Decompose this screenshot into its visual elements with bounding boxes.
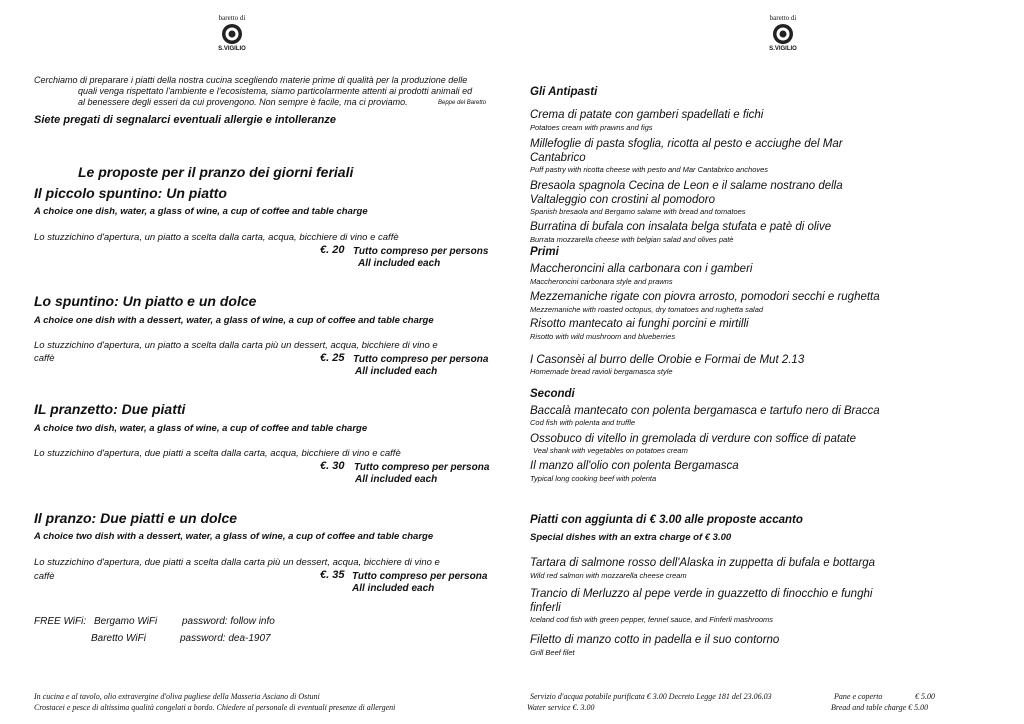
dish-english: Homemade bread ravioli bergamasca style [530, 367, 673, 376]
intro-line-2: quali venga rispettato l'ambiente e l'ecosistema, siamo particolarmente attenti ai prodotti animali ed [78, 86, 473, 96]
offer-price-note: Tutto compreso per persona [354, 462, 490, 473]
dish-name: Baccalà mantecato con polenta bergamasca e tartufo nero di Bracca [530, 405, 880, 417]
offer-each: All included each [352, 583, 435, 594]
lunch-heading: Le proposte per il pranzo dei giorni feriali [78, 164, 354, 180]
dish-english: Burrata mozzarella cheese with belgian salad and olives patè [530, 235, 734, 244]
dish-name-cont: Cantabrico [530, 152, 586, 164]
dish-name: Il manzo all'olio con polenta Bergamasca [530, 460, 739, 472]
logo-bottom-text: S.VIGILIO [769, 46, 797, 52]
dish-english: Iceland cod fish with green pepper, fennel sauce, and Finferli mashrooms [530, 615, 774, 624]
offer-desc: Lo stuzzichino d'apertura, un piatto a scelta dalla carta più un dessert, acqua, bicchiere di vino e [34, 340, 438, 351]
dish-english: Risotto with wild mushroom and blueberries [530, 332, 676, 341]
footer-water-en: Water service €. 3.00 [527, 703, 595, 712]
offer-desc-cont: caffè [34, 353, 55, 364]
dish-name-cont: finferli [530, 602, 561, 614]
dish-english: Puff pastry with ricotta cheese with pesto and Mar Cantabrico anchoves [530, 165, 769, 174]
dish-english: Veal shank with vegetables on potatoes cream [533, 446, 688, 455]
footer-cover-it: Pane e coperto [834, 692, 883, 701]
footer-cover-en: Bread and table charge € 5.00 [831, 703, 929, 712]
lion-emblem-icon [771, 23, 795, 45]
dish-name: Risotto mantecato ai funghi porcini e mirtilli [530, 318, 749, 330]
wifi-network-2: Baretto WiFi [91, 633, 146, 644]
logo-top-text: baretto di [769, 14, 797, 22]
dish-english: Maccheroncini carbonara style and prawns [530, 277, 673, 286]
footer-cover-price: € 5.00 [915, 692, 935, 701]
logo-right [763, 14, 803, 53]
antipasti-title: Gli Antipasti [530, 86, 598, 98]
dish-name: I Casonsèi al burro delle Orobie e Formai de Mut 2.13 [530, 354, 805, 366]
offer-price-note: Tutto compreso per persona [352, 571, 488, 582]
dish-name-cont: Valtaleggio con crostini al pomodoro [530, 194, 715, 206]
offer-price: €. 20 [320, 244, 345, 256]
dish-english: Wild red salmon with mozzarella cheese cream [530, 571, 687, 580]
footer-water-it: Servizio d'acqua potabile purificata € 3.00 Decreto Legge 181 del 23.06.03 [530, 692, 772, 701]
offer-price-note: Tutto compreso per persons [353, 246, 489, 257]
dish-name: Filetto di manzo cotto in padella e il suo contorno [530, 634, 780, 646]
offer-each: All included each [355, 366, 438, 377]
offer-price-note: Tutto compreso per persona [353, 354, 489, 365]
wifi-label: FREE WiFi: [34, 616, 87, 627]
logo-bottom-text: S.VIGILIO [218, 46, 246, 52]
primi-title: Primi [530, 246, 559, 258]
wifi-password-1: password: follow info [182, 616, 275, 627]
dish-name: Mezzemaniche rigate con piovra arrosto, pomodori secchi e rughetta [530, 291, 880, 303]
dish-name: Millefoglie di pasta sfoglia, ricotta al pesto e acciughe del Mar [530, 138, 843, 150]
dish-english: Spanish bresaola and Bergamo salame with bread and tomatoes [530, 207, 746, 216]
offer-price: €. 30 [320, 460, 345, 472]
extra-title: Piatti con aggiunta di € 3.00 alle proposte accanto [530, 514, 803, 526]
offer-subtitle: A choice one dish, water, a glass of wine, a cup of coffee and table charge [34, 206, 368, 217]
offer-desc: Lo stuzzichino d'apertura, due piatti a scelta dalla carta, acqua, bicchiere di vino e caffè [34, 448, 401, 459]
offer-title: Lo spuntino: Un piatto e un dolce [34, 293, 257, 309]
offer-desc: Lo stuzzichino d'apertura, due piatti a scelta dalla carta più un dessert, acqua, bicchiere di vino e [34, 557, 440, 568]
dish-english: Mezzemaniche with roasted octopus, dry tomatoes and rughetta salad [530, 305, 764, 314]
footer-oil-note: In cucina e al tavolo, olio extravergine d'oliva pugliese della Masseria Asciano di Ostuni [34, 692, 320, 701]
offer-desc-cont: caffè [34, 571, 55, 582]
dish-name: Crema di patate con gamberi spadellati e fichi [530, 109, 764, 121]
offer-each: All included each [355, 474, 438, 485]
offer-subtitle: A choice two dish, water, a glass of wine, a cup of coffee and table charge [34, 423, 368, 434]
dish-name: Ossobuco di vitello in gremolada di verdure con soffice di patate [530, 433, 857, 445]
logo-left [212, 14, 252, 53]
offer-price: €. 35 [320, 569, 345, 581]
signature: Beppe del Baretto [438, 100, 487, 106]
dish-english: Grill Beef filet [530, 648, 575, 657]
dish-english: Typical long cooking beef with polenta [530, 474, 657, 483]
offer-title: Il piccolo spuntino: Un piatto [34, 185, 227, 201]
offer-each: All included each [358, 258, 441, 269]
intro-line-3: al benessere degli esseri da cui provengono. Non sempre è facile, ma ci proviamo. [78, 97, 408, 107]
extra-subtitle: Special dishes with an extra charge of € 3.00 [530, 532, 732, 543]
dish-name: Tartara di salmone rosso dell'Alaska in zuppetta di bufala e bottarga [530, 557, 876, 569]
secondi-title: Secondi [530, 388, 575, 400]
logo-top-text: baretto di [218, 14, 246, 22]
wifi-password-2: password: dea-1907 [180, 633, 271, 644]
dish-english: Potatoes cream with prawns and figs [530, 123, 653, 132]
wifi-network-1: Bergamo WiFi [94, 616, 158, 627]
offer-price: €. 25 [320, 352, 345, 364]
offer-desc: Lo stuzzichino d'apertura, un piatto a scelta dalla carta, acqua, bicchiere di vino e caffè [34, 232, 399, 243]
offer-subtitle: A choice one dish with a dessert, water, a glass of wine, a cup of coffee and table charge [34, 315, 434, 326]
offer-title: IL pranzetto: Due piatti [34, 401, 186, 417]
dish-name: Maccheroncini alla carbonara con i gamberi [530, 263, 753, 275]
intro-line-1: Cerchiamo di preparare i piatti della nostra cucina scegliendo materie prime di qualità per la produzione delle [34, 75, 468, 85]
offer-subtitle: A choice two dish with a dessert, water, a glass of wine, a cup of coffee and table charge [34, 531, 434, 542]
dish-name: Burratina di bufala con insalata belga stufata e patè di olive [530, 221, 832, 233]
dish-english: Cod fish with polenta and truffle [530, 418, 636, 427]
allergy-notice: Siete pregati di segnalarci eventuali allergie e intolleranze [34, 114, 337, 126]
lion-emblem-icon [220, 23, 244, 45]
dish-name: Bresaola spagnola Cecina de Leon e il salame nostrano della [530, 180, 843, 192]
offer-title: Il pranzo: Due piatti e un dolce [34, 510, 238, 526]
footer-allergen-note: Crostacei e pesce di altissima qualità congelati a bordo. Chiedere al personale di eventuali presenze di allergeni [34, 703, 396, 712]
dish-name: Trancio di Merluzzo al pepe verde in guazzetto di finocchio e funghi [530, 588, 873, 600]
